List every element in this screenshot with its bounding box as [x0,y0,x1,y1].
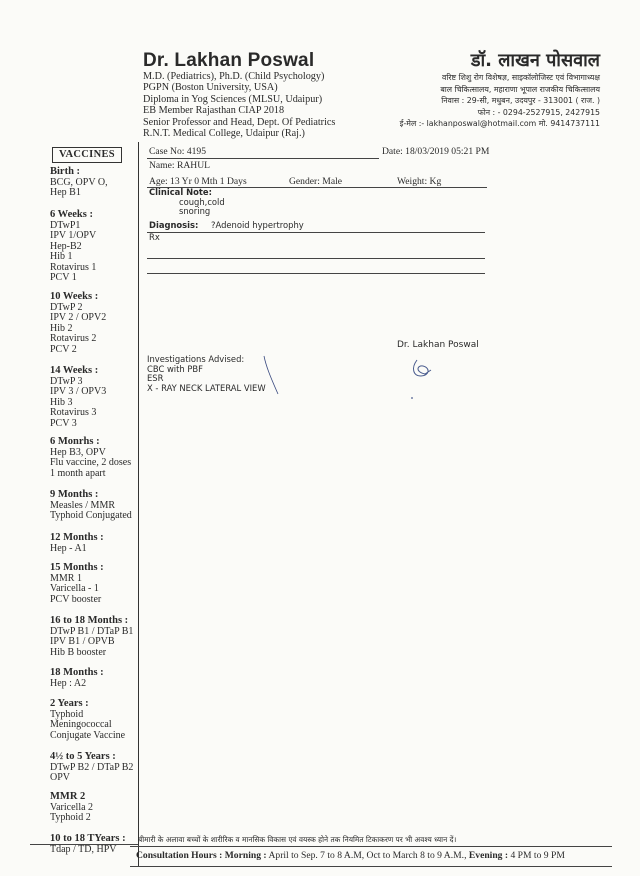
signature-mark [405,354,445,404]
vaccine-group [50,792,162,824]
vaccine-item: Typhoid [50,708,84,720]
vaccine-item: Hib B booster [50,646,107,658]
vaccine-group-title: 12 Months : [50,532,104,543]
qualification-line: Senior Professor and Head, Dept. Of Pediatrics [143,116,336,128]
clinical-note-line: snoring [179,206,211,216]
vaccine-item: DTwP B1 / DTaP B1 [50,625,134,637]
consultation-hours [136,850,565,861]
qualification-line-hi: बाल चिकित्सालय, महाराणा भूपाल राजकीय चिकित्सालय [440,84,600,94]
clinical-note-line: cough,cold [179,196,225,207]
vaccine-item: IPV 1/OPV [50,230,97,241]
vaccines-title: VACCINES [52,147,122,163]
vaccine-item: Typhoid Conjugated [50,510,132,521]
vaccine-item: IPV B1 / OPVB [50,636,115,647]
patient-name: Name: RAHUL [149,160,211,171]
vaccine-item: PCV 1 [50,272,77,283]
vaccine-item: Meningococcal [50,719,112,730]
qualifications-hindi [400,72,600,130]
investigations [147,355,266,393]
qualification-line: M.D. (Pediatrics), Ph.D. (Child Psychology) [143,71,325,82]
vaccine-item: DTwP 3 [50,375,83,387]
diagnosis [149,220,304,230]
vaccine-group [50,490,162,522]
visit-date: Date: 18/03/2019 05:21 PM [382,146,490,157]
qualification-line: R.N.T. Medical College, Udaipur (Raj.) [143,128,305,140]
divider [147,273,485,274]
vaccine-item: Varicella - 1 [50,583,99,594]
rx-label: Rx [149,232,160,242]
clinical-note [149,188,225,217]
vaccine-item: Hib 1 [50,251,73,262]
vaccine-item: Hib 3 [50,396,73,408]
doctor-name-english: Dr. Lakhan Poswal [143,50,315,71]
patient-age: Age: 13 Yr 0 Mth 1 Days [149,176,247,187]
vaccine-item: Hib 2 [50,322,73,334]
qualification-line-hi: फोन : - 0294-2527915, 2427915 [477,107,600,117]
vaccine-group-title: 10 Weeks : [50,291,99,302]
vaccine-item: Hep B3, OPV [50,446,106,458]
vaccine-group [50,699,162,741]
vaccine-item: MMR 1 [50,572,82,584]
vaccine-group-title: 15 Months : [50,562,104,573]
vaccine-item: PCV booster [50,593,102,605]
vaccine-item: Typhoid 2 [50,812,91,823]
clinical-note-label: Clinical Note: [149,187,212,197]
vaccine-group [50,563,162,605]
vaccine-group-title: 10 to 18 TYears : [50,833,126,844]
vaccine-group-title: 18 Months : [50,667,104,678]
consultation-morning: April to Sep. 7 to 8 A.M, Oct to March 8 to 9 A.M., [268,850,467,861]
vaccine-group [50,366,162,429]
case-number: Case No: 4195 [149,146,207,157]
diagnosis-value: ?Adenoid hypertrophy [211,220,304,230]
vaccine-group-title: 4½ to 5 Years : [50,751,116,762]
divider [30,844,138,845]
signature-name: Dr. Lakhan Poswal [397,340,479,350]
qualification-line-hi: ई-मेल :- lakhanposwal@hotmail.com मो. 9414737111 [399,119,600,129]
vaccine-item: Varicella 2 [50,801,94,813]
vaccine-group [50,668,162,689]
qualification-line: EB Member Rajasthan CIAP 2018 [143,105,285,117]
divider [147,258,485,259]
divider [147,158,379,159]
investigation-item: ESR [147,373,164,384]
patient-gender: Gender: Male [289,176,343,187]
vaccine-group [50,210,162,284]
vaccine-group-title: Birth : [50,166,81,177]
footer-note: बीमारी के अलावा बच्चों के शारीरिक व मानसिक विकास एवं वयस्क होने तक नियमित टिकाकरण पर भी अवश्य ध्यान दें। [138,835,457,844]
vaccine-item: Flu vaccine, 2 doses [50,457,132,468]
investigations-label: Investigations Advised: [147,354,245,364]
vaccine-item: DTwP B2 / DTaP B2 [50,761,134,773]
consultation-evening-label: Evening : [468,850,509,861]
vaccine-item: Rotavirus 1 [50,261,97,273]
vaccine-item: BCG, OPV O, [50,176,108,188]
vaccine-item: Rotavirus 2 [50,333,97,344]
vaccine-group-title: 14 Weeks : [50,365,99,376]
vaccine-group [50,752,162,784]
vaccine-group [50,292,162,355]
vaccine-group [50,437,162,479]
vaccine-group-title: 16 to 18 Months : [50,615,129,626]
vaccine-item: PCV 3 [50,417,77,429]
investigation-item: CBC with PBF [147,363,203,374]
divider [147,232,485,233]
vaccine-item: DTwP 2 [50,301,83,313]
qualification-line-hi: वरिष्ट शिशु रोग विशेषज्ञ, साइकॉलोजिस्ट एवं विभागाध्यक्ष [442,73,600,82]
vaccine-group-title: 6 Monrhs : [50,436,100,447]
vaccine-group-title: 6 Weeks : [50,209,93,220]
vaccine-item: 1 month apart [50,467,106,479]
qualification-line: PGPN (Boston University, USA) [143,82,278,94]
patient-weight: Weight: Kg [397,176,442,187]
vaccine-group-title: 9 Months : [50,489,99,500]
pen-stroke-mark [258,352,288,402]
vaccine-item: Tdap / TD, HPV [50,843,117,855]
qualification-line: Diploma in Yog Sciences (MLSU, Udaipur) [143,93,323,105]
diagnosis-label: Diagnosis: [149,220,199,230]
vaccine-item: Hep - A1 [50,542,87,554]
divider [130,846,612,847]
divider [130,866,612,867]
qualifications-english [143,71,335,139]
vaccine-item: Conjugate Vaccine [50,729,126,741]
vaccine-item: Rotavirus 3 [50,407,97,418]
vaccine-group-title: MMR 2 [50,791,86,802]
qualification-line-hi: निवास : 29-सी, मधुबन, उदयपुर - 313001 ( राज. ) [441,96,600,106]
vaccine-group [50,616,162,658]
vaccine-item: Hep B1 [50,187,81,198]
vaccine-item: Hep-B2 [50,240,82,252]
vaccine-group [50,167,162,199]
vaccine-item: Hep : A2 [50,677,87,689]
vaccine-item: Measles / MMR [50,499,115,511]
doctor-name-hindi: डॉ. लाखन पोसवाल [470,50,600,71]
vaccine-group [50,533,162,554]
vaccine-item: IPV 3 / OPV3 [50,386,107,397]
vaccine-item: IPV 2 / OPV2 [50,312,107,323]
consultation-evening: 4 PM to 9 PM [510,850,565,861]
consultation-label: Consultation Hours : Morning : [136,850,267,861]
investigation-item: X - RAY NECK LATERAL VIEW [147,382,266,393]
vaccine-item: DTwP1 [50,219,81,231]
vaccine-item: PCV 2 [50,343,77,355]
vaccine-item: OPV [50,772,71,783]
vaccine-group-title: 2 Years : [50,698,89,709]
